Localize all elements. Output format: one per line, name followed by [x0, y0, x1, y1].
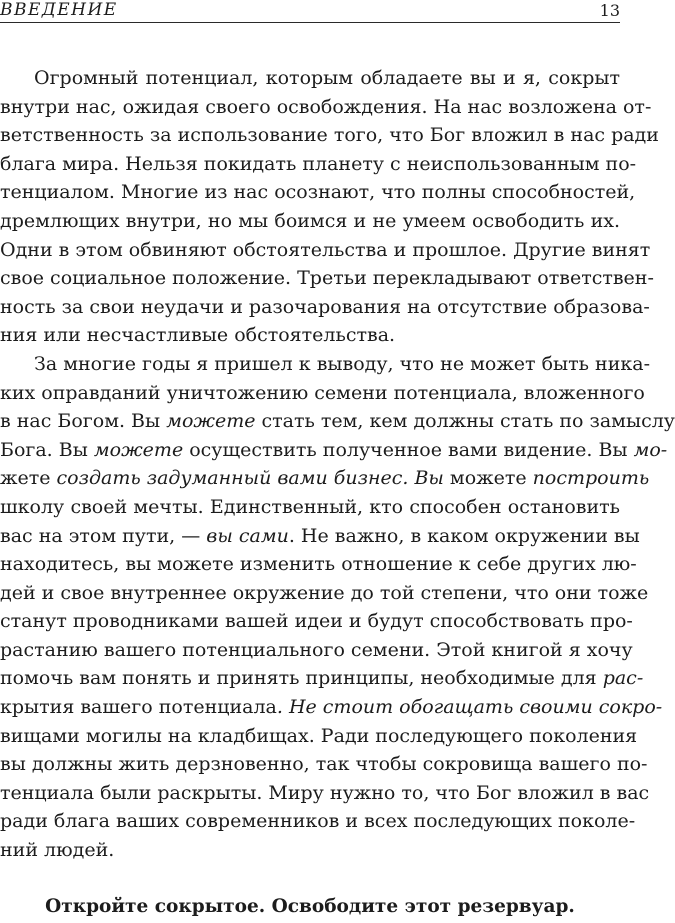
text-segment: Одни в этом обвиняют обстоятельства и прошлое. Другие винят: [0, 238, 651, 261]
text-line: [0, 464, 650, 493]
emphasis-text: рас-: [602, 667, 644, 690]
emphasis-text: можете: [166, 410, 256, 433]
text-segment: школу своей мечты. Единственный, кто способен остановить: [0, 495, 620, 518]
text-segment: можете: [449, 467, 527, 490]
text-segment: блага мира. Нельзя покидать планету с неиспользованным по-: [0, 152, 637, 175]
text-segment: Огромный потенциал, которым обладаете вы и я, сокрыт: [34, 67, 620, 89]
text-line: [0, 93, 652, 122]
text-segment: растанию вашего потенциального семени. Этой книгой я хочу: [0, 638, 633, 661]
text-line: [0, 207, 620, 236]
text-line: [0, 178, 636, 207]
text-line: [0, 607, 633, 636]
text-segment: в нас Богом. Вы: [0, 410, 167, 433]
text-segment: ний людей.: [0, 839, 115, 862]
text-segment: внутри нас, ожидая своего освобождения. На нас возложена от-: [0, 95, 652, 118]
text-line: [0, 350, 650, 379]
text-segment: находитесь, вы можете изменить отношение к себе других лю-: [0, 553, 637, 576]
text-line: [0, 64, 620, 93]
text-line: [0, 636, 633, 665]
text-segment: ких оправданий уничтожению семени потенциала, вложенного: [0, 381, 645, 404]
text-segment: станут проводниками вашей идеи и будут способствовать про-: [0, 610, 633, 633]
text-segment: свое социальное положение. Третьи перекладывают ответствен-: [0, 267, 654, 290]
text-line: [0, 579, 649, 608]
text-segment: стать тем, кем должны стать по замыслу: [255, 410, 675, 433]
text-segment: тенциала были раскрыты. Миру нужно то, что Бог вложил в вас: [0, 781, 650, 804]
text-segment: ния или несчастливые обстоятельства.: [0, 324, 396, 347]
text-line: [0, 236, 651, 265]
text-segment: жете: [0, 467, 51, 490]
text-line: [0, 293, 650, 322]
text-segment: Бога. Вы: [0, 438, 94, 461]
text-line: [0, 807, 636, 836]
emphasis-text: мо-: [633, 438, 668, 461]
text-line: [0, 436, 668, 465]
text-segment: осуществить полученное вами видение. Вы: [183, 438, 634, 461]
text-line: [0, 150, 637, 179]
emphasis-text: . Не стоит обогащать своими сокро-: [276, 696, 663, 719]
running-header: [0, 0, 620, 23]
text-line: [0, 664, 644, 693]
body-text: [0, 64, 675, 865]
text-segment: вас на этом пути, —: [0, 524, 207, 547]
text-segment: ность за свои неудачи и разочарования на отсутствие образова-: [0, 295, 650, 318]
text-line: [0, 264, 654, 293]
closing-statement: Откройте сокрытое. Освободите этот резервуар.: [45, 896, 575, 917]
paragraph-1: [0, 64, 659, 350]
emphasis-text: построить: [526, 467, 650, 490]
text-segment: вы должны жить дерзновенно, так чтобы сокровища вашего по-: [0, 753, 648, 776]
text-segment: тенциалом. Многие из нас осознают, что полны способностей,: [0, 181, 636, 204]
text-segment: . Не важно, в каком окружении вы: [288, 524, 640, 547]
page-number: 13: [599, 1, 620, 20]
text-segment: дремлющих внутри, но мы боимся и не умеем освободить их.: [0, 209, 620, 232]
text-segment: помочь вам понять и принять принципы, необходимые для: [0, 667, 603, 690]
text-line: [0, 493, 620, 522]
text-line: [0, 321, 620, 350]
text-segment: дей и свое внутреннее окружение до той степени, что они тоже: [0, 581, 649, 604]
text-segment: ветственность за использование того, что Бог вложил в нас ради: [0, 124, 659, 147]
text-line: [0, 722, 638, 751]
emphasis-text: вы сами: [206, 524, 289, 547]
text-line: [0, 121, 659, 150]
paragraph-2: [0, 350, 675, 865]
text-line: [0, 407, 675, 436]
text-line: [0, 750, 648, 779]
text-segment: крытия вашего потенциала: [0, 696, 277, 719]
emphasis-text: можете: [93, 438, 184, 461]
text-line: [0, 550, 637, 579]
text-line: [0, 779, 650, 808]
text-segment: вищами могилы на кладбищах. Ради последующего поколения: [0, 724, 638, 747]
text-line: [0, 693, 663, 722]
text-segment: За многие годы я пришел к выводу, что не может быть ника-: [34, 352, 650, 375]
text-segment: ради блага ваших современников и всех последующих поколе-: [0, 810, 636, 833]
text-line: [0, 379, 645, 408]
text-line: [0, 522, 640, 551]
emphasis-text: создать задуманный вами бизнес. Вы: [50, 467, 450, 490]
text-line: [0, 836, 620, 865]
section-title: ВВЕДЕНИЕ: [0, 0, 118, 20]
